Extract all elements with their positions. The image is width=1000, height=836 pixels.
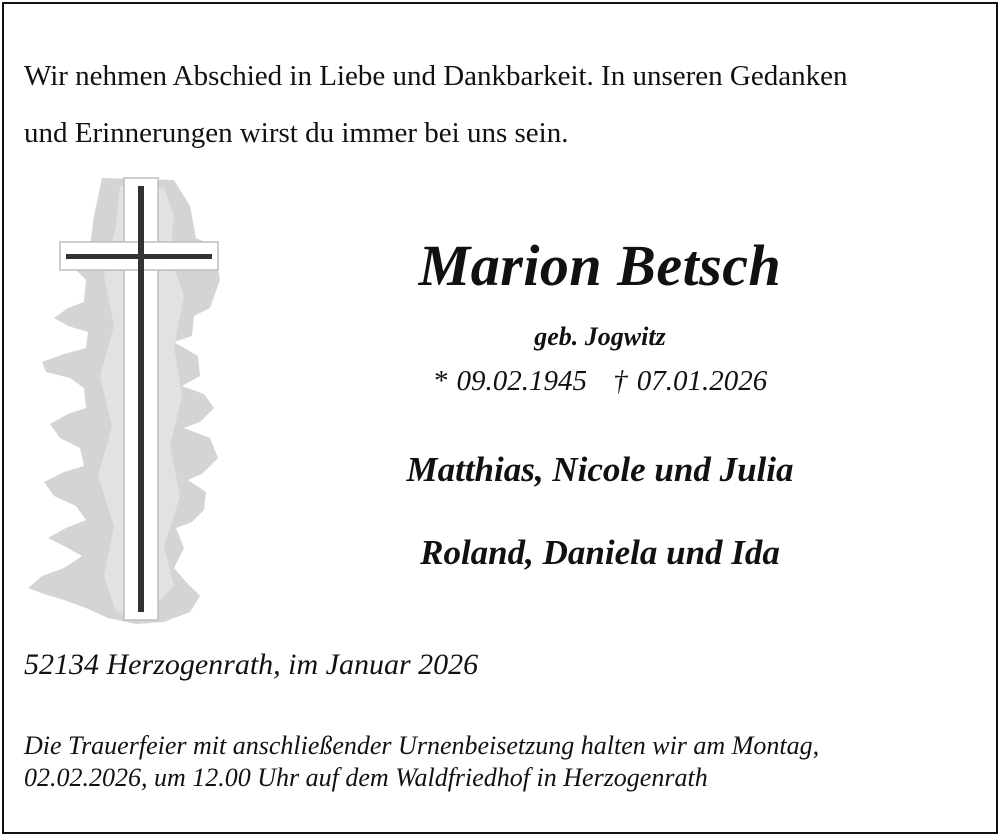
ceremony-info bbox=[24, 730, 984, 794]
family-line-1: Matthias, Nicole und Julia bbox=[406, 450, 794, 489]
life-dates bbox=[300, 365, 900, 398]
family-line-2: Roland, Daniela und Ida bbox=[420, 533, 780, 572]
cross-illustration bbox=[24, 176, 234, 628]
death-date: † 07.01.2026 bbox=[613, 365, 768, 397]
birth-date: * 09.02.1945 bbox=[432, 365, 587, 397]
maiden-name: geb. Jogwitz bbox=[534, 322, 666, 351]
place-date: 52134 Herzogenrath, im Januar 2026 bbox=[24, 648, 479, 681]
intro-line-1: Wir nehmen Abschied in Liebe und Dankbarkeit. In unseren Gedanken bbox=[24, 60, 848, 92]
ceremony-line-1: Die Trauerfeier mit anschließender Urnenbeisetzung halten wir am Montag, bbox=[24, 731, 820, 760]
intro-text bbox=[24, 48, 974, 162]
deceased-name: Marion Betsch bbox=[418, 233, 782, 298]
ceremony-line-2: 02.02.2026, um 12.00 Uhr auf dem Waldfriedhof in Herzogenrath bbox=[24, 763, 708, 792]
intro-line-2: und Erinnerungen wirst du immer bei uns sein. bbox=[24, 117, 569, 149]
cross-icon bbox=[24, 176, 234, 628]
